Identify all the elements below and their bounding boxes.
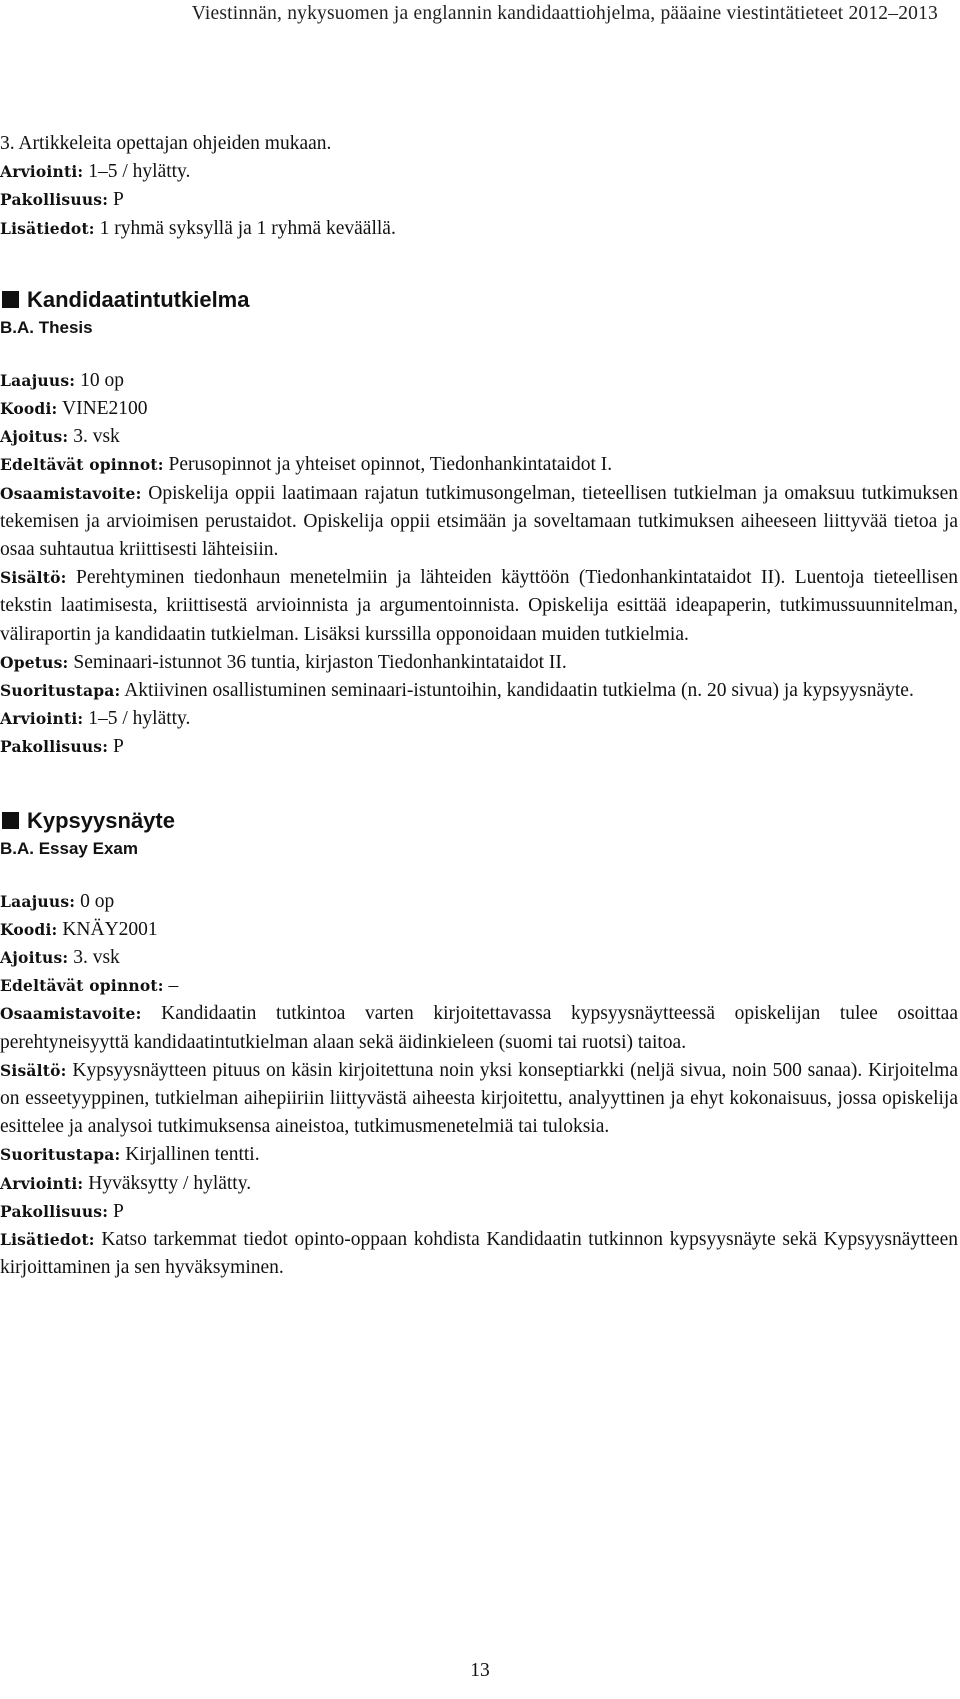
page-content [0,130,958,1283]
field-edeltavat [0,451,958,479]
field-label: Opetus: [0,652,69,672]
field-value: Opiskelija oppii laatimaan rajatun tutkimusongelman, tieteellisen tutkielman ja omaksuu tutkimuksen tekemisen ja arvioimisen perustaidot. Opiskelija oppii etsimään ja soveltamaan tutkimuksen aiheeseen liittyvää tietoa ja osaa suhtautua kriittisesti lähteisiin. [0,482,958,561]
field-label: Ajoitus: [0,427,69,447]
field-label: Arviointi: [0,1173,84,1193]
field-label: Laajuus: [0,891,76,911]
field-label: Sisältö: [0,1060,67,1080]
field-suoritustapa [0,677,958,705]
intro-pakollisuus [0,186,958,214]
section-title: Kandidaatintutkielma [27,286,250,312]
field-osaamistavoite [0,1000,958,1056]
field-value: 3. vsk [68,947,120,969]
field-value: P [108,1200,124,1222]
field-value: VINE2100 [57,398,148,420]
field-koodi [0,395,958,423]
field-value: Katso tarkemmat tiedot opinto-oppaan kohdista Kandidaatin tutkinnon kypsyysnäyte sekä Kypsyysnäytteen kirjoittaminen ja sen hyväksyminen. [0,1229,958,1279]
field-label: Sisältö: [0,568,67,588]
intro-lisatiedot [0,215,958,243]
field-value: Perusopinnot ja yhteiset opinnot, Tiedonhankintataidot I. [163,454,613,476]
field-pakollisuus [0,733,958,761]
field-edeltavat [0,972,958,1000]
field-label: Ajoitus: [0,948,69,968]
field-label: Osaamistavoite: [0,483,142,503]
field-value: 1–5 / hylätty. [83,161,191,183]
field-sisalto [0,564,958,649]
field-label: Osaamistavoite: [0,1004,142,1024]
intro-arviointi [0,158,958,186]
bullet-square-icon [2,291,19,308]
field-label: Arviointi: [0,709,84,729]
essay-section [0,806,958,1283]
field-value: Hyväksytty / hylätty. [83,1172,252,1194]
running-header: Viestinnän, nykysuomen ja englannin kandidaattiohjelma, pääaine viestintätieteet 2012–2013 [191,3,938,24]
intro-block [0,130,958,243]
field-pakollisuus [0,1198,958,1226]
field-label: Laajuus: [0,370,76,390]
field-label: Koodi: [0,399,58,419]
field-label: Suoritustapa: [0,681,121,701]
field-value: Kypsyysnäytteen pituus on käsin kirjoitettuna noin yksi konseptiarkki (neljä sivua, noin 500 sanaa). Kirjoitelma on esseetyyppinen, tutkielman aihepiiriin liittyvästä aiheesta kirjoitettu, analyyttinen ja ehyt kokonaisuus, jossa opiskelija esittelee ja analysoi tutkimuksensa aineistoa, tutkimusmenetelmiä tai tuloksia. [0,1059,958,1138]
field-value: Kirjallinen tentti. [120,1144,260,1166]
section-title: Kypsyysnäyte [27,807,175,833]
field-value: P [108,736,124,758]
field-opetus [0,649,958,677]
field-value: KNÄY2001 [57,918,158,940]
field-ajoitus [0,423,958,451]
field-label: Suoritustapa: [0,1145,121,1165]
section-subtitle: B.A. Essay Exam [0,838,138,858]
field-value: Kandidaatin tutkintoa varten kirjoitettavassa kypsyysnäytteessä opiskelijan tulee osoittaa perehtyneisyyttä kandidaatintutkielman alaan sekä äidinkieleen (suomi tai ruotsi) taitoa. [0,1003,958,1053]
field-label: Pakollisuus: [0,737,109,757]
field-label: Koodi: [0,919,58,939]
field-value: Aktiivinen osallistuminen seminaari-istuntoihin, kandidaatin tutkielma (n. 20 sivua) ja kypsyysnäyte. [120,680,914,702]
field-value: 1–5 / hylätty. [83,708,191,730]
thesis-section [0,285,958,762]
bullet-square-icon [2,812,19,829]
field-arviointi [0,1170,958,1198]
section-subtitle: B.A. Thesis [0,317,93,337]
field-label: Lisätiedot: [0,218,95,238]
field-label: Edeltävät opinnot: [0,455,164,475]
field-ajoitus [0,944,958,972]
field-lisatiedot [0,1226,958,1282]
field-laajuus [0,888,958,916]
field-label: Pakollisuus: [0,190,109,210]
field-value: P [108,189,124,211]
field-laajuus [0,367,958,395]
field-arviointi [0,705,958,733]
intro-line: 3. Artikkeleita opettajan ohjeiden mukaan. [0,133,332,154]
field-sisalto [0,1057,958,1142]
field-label: Arviointi: [0,162,84,182]
page-number: 13 [470,1660,490,1681]
field-suoritustapa [0,1141,958,1169]
field-value: 0 op [75,890,115,912]
field-osaamistavoite [0,480,958,565]
field-value: Seminaari-istunnot 36 tuntia, kirjaston Tiedonhankintataidot II. [68,651,567,673]
section-heading [0,806,958,836]
field-value: – [163,975,179,997]
field-label: Pakollisuus: [0,1201,109,1221]
field-value: Perehtyminen tiedonhaun menetelmiin ja lähteiden käyttöön (Tiedonhankintataidot II). Luentoja tieteellisen tekstin laatimisesta, kriittisestä arvioinnista ja argumentoinnista. Opiskelija esittää ideapaperin, tutkimussuunnitelman, väliraportin ja kandidaatin tutkielman. Lisäksi kurssilla opponoidaan muiden tutkielmia. [0,567,958,645]
section-heading [0,285,958,315]
field-value: 3. vsk [68,426,120,448]
field-label: Edeltävät opinnot: [0,976,164,996]
field-value: 10 op [75,369,124,391]
field-koodi [0,916,958,944]
field-value: 1 ryhmä syksyllä ja 1 ryhmä keväällä. [94,217,396,239]
field-label: Lisätiedot: [0,1230,95,1250]
